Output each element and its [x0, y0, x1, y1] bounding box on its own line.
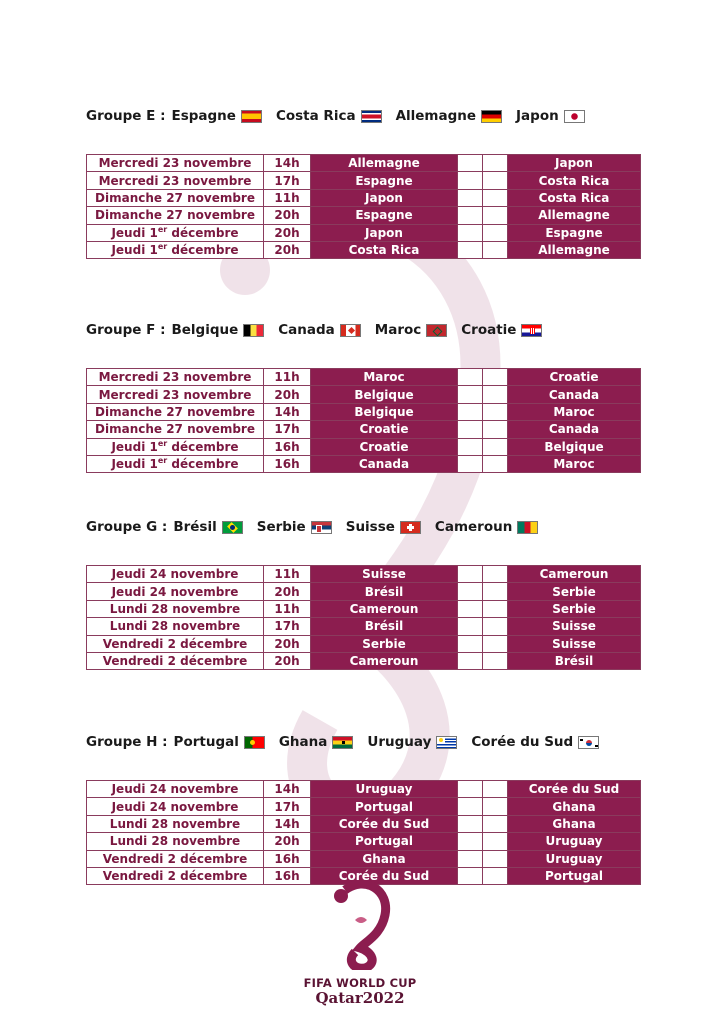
portugal-flag-icon — [244, 736, 265, 749]
spain-flag-icon — [241, 110, 262, 123]
away-team: Croatie — [508, 369, 641, 386]
group-h — [86, 730, 638, 885]
home-team: Brésil — [311, 618, 458, 635]
match-time: 17h — [264, 798, 311, 815]
team-entry — [346, 519, 421, 535]
match-time: 20h — [264, 241, 311, 258]
home-score-box — [458, 781, 483, 798]
home-team: Portugal — [311, 833, 458, 850]
group-header — [86, 104, 638, 128]
match-row — [87, 635, 641, 652]
match-row — [87, 438, 641, 455]
fifa-world-cup-logo — [300, 880, 420, 1010]
match-date — [87, 815, 264, 832]
away-score-box — [483, 566, 508, 583]
match-date — [87, 600, 264, 617]
match-day: Mercredi 23 novembre — [98, 156, 252, 171]
away-team: Canada — [508, 386, 641, 403]
group-f — [86, 318, 638, 473]
match-day: Vendredi 2 décembre — [102, 869, 248, 884]
match-row — [87, 207, 641, 224]
match-time: 16h — [264, 438, 311, 455]
home-team: Brésil — [311, 583, 458, 600]
team-entry — [516, 108, 585, 124]
match-day: Jeudi 24 novembre — [111, 782, 239, 797]
schedule-table — [86, 154, 641, 259]
home-score-box — [458, 815, 483, 832]
away-team: Maroc — [508, 455, 641, 472]
match-date — [87, 850, 264, 867]
away-team: Costa Rica — [508, 189, 641, 206]
match-time: 16h — [264, 867, 311, 884]
team-name: Brésil — [173, 519, 217, 535]
team-name: Serbie — [256, 519, 306, 535]
team-entry — [171, 322, 264, 338]
home-team: Ghana — [311, 850, 458, 867]
home-team: Corée du Sud — [311, 867, 458, 884]
team-name: Uruguay — [367, 734, 432, 750]
home-team: Cameroun — [311, 652, 458, 669]
match-day-suffix: décembre — [167, 243, 239, 258]
costa-rica-flag-icon — [361, 110, 382, 123]
cameroon-flag-icon — [517, 521, 538, 534]
home-score-box — [458, 850, 483, 867]
match-date — [87, 867, 264, 884]
home-team: Belgique — [311, 403, 458, 420]
match-time: 16h — [264, 850, 311, 867]
away-team: Canada — [508, 421, 641, 438]
match-day-sup: er — [157, 456, 168, 466]
home-team: Croatie — [311, 438, 458, 455]
home-score-box — [458, 369, 483, 386]
team-entry — [461, 322, 542, 338]
team-entry — [276, 108, 382, 124]
match-row — [87, 241, 641, 258]
match-row — [87, 172, 641, 189]
match-day-suffix: décembre — [167, 225, 239, 240]
away-score-box — [483, 207, 508, 224]
match-day: Dimanche 27 novembre — [95, 404, 255, 419]
away-team: Ghana — [508, 815, 641, 832]
match-date — [87, 566, 264, 583]
home-team: Croatie — [311, 421, 458, 438]
away-team: Uruguay — [508, 833, 641, 850]
team-entry — [257, 519, 332, 535]
away-team: Uruguay — [508, 850, 641, 867]
team-entry — [174, 734, 265, 750]
away-score-box — [483, 850, 508, 867]
match-row — [87, 566, 641, 583]
match-row — [87, 583, 641, 600]
switzerland-flag-icon — [400, 521, 421, 534]
match-date — [87, 798, 264, 815]
away-team: Japon — [508, 155, 641, 172]
match-date — [87, 635, 264, 652]
away-team: Costa Rica — [508, 172, 641, 189]
team-name: Ghana — [278, 734, 328, 750]
group-title: Groupe H : — [86, 734, 168, 750]
home-score-box — [458, 438, 483, 455]
team-entry — [375, 322, 447, 338]
team-entry — [279, 734, 354, 750]
group-header — [86, 730, 638, 754]
team-name: Allemagne — [395, 108, 477, 124]
match-day-sup: er — [157, 224, 168, 234]
match-day-prefix: Jeudi 1 — [111, 457, 158, 472]
home-team: Costa Rica — [311, 241, 458, 258]
away-score-box — [483, 438, 508, 455]
home-score-box — [458, 455, 483, 472]
schedule-table — [86, 780, 641, 885]
home-score-box — [458, 566, 483, 583]
match-date — [87, 833, 264, 850]
belgium-flag-icon — [243, 324, 264, 337]
group-header — [86, 318, 638, 342]
match-date — [87, 172, 264, 189]
team-name: Portugal — [173, 734, 239, 750]
team-entry — [471, 734, 599, 750]
match-time: 17h — [264, 172, 311, 189]
ghana-flag-icon — [332, 736, 353, 749]
match-time: 14h — [264, 781, 311, 798]
match-row — [87, 652, 641, 669]
away-score-box — [483, 224, 508, 241]
away-score-box — [483, 369, 508, 386]
match-day: Lundi 28 novembre — [109, 619, 241, 634]
home-score-box — [458, 421, 483, 438]
match-row — [87, 369, 641, 386]
away-team: Espagne — [508, 224, 641, 241]
match-time: 20h — [264, 583, 311, 600]
match-time: 20h — [264, 652, 311, 669]
match-day: Mercredi 23 novembre — [98, 173, 252, 188]
match-day: Jeudi 24 novembre — [111, 799, 239, 814]
match-time: 11h — [264, 369, 311, 386]
away-team: Serbie — [508, 583, 641, 600]
match-day-suffix: décembre — [167, 457, 239, 472]
home-team: Cameroun — [311, 600, 458, 617]
home-score-box — [458, 867, 483, 884]
logo-line1: FIFA WORLD CUP — [303, 976, 417, 990]
match-day-prefix: Jeudi 1 — [111, 243, 158, 258]
schedule-table — [86, 368, 641, 473]
home-team: Japon — [311, 224, 458, 241]
group-title: Groupe G : — [86, 519, 168, 535]
match-time: 11h — [264, 600, 311, 617]
match-date — [87, 241, 264, 258]
match-time: 17h — [264, 421, 311, 438]
away-team: Serbie — [508, 600, 641, 617]
match-date — [87, 455, 264, 472]
match-time: 20h — [264, 386, 311, 403]
match-row — [87, 798, 641, 815]
away-score-box — [483, 781, 508, 798]
away-team: Belgique — [508, 438, 641, 455]
team-name: Canada — [278, 322, 335, 338]
team-entry — [278, 322, 361, 338]
world-cup-watermark — [200, 200, 520, 820]
away-score-box — [483, 833, 508, 850]
match-date — [87, 403, 264, 420]
home-score-box — [458, 172, 483, 189]
match-row — [87, 618, 641, 635]
match-day: Mercredi 23 novembre — [98, 370, 252, 385]
match-date — [87, 155, 264, 172]
match-day: Vendredi 2 décembre — [102, 636, 248, 651]
away-score-box — [483, 867, 508, 884]
match-day-prefix: Jeudi 1 — [111, 225, 158, 240]
match-day: Jeudi 24 novembre — [111, 584, 239, 599]
away-team: Suisse — [508, 618, 641, 635]
germany-flag-icon — [481, 110, 502, 123]
home-score-box — [458, 241, 483, 258]
match-row — [87, 815, 641, 832]
team-name: Belgique — [171, 322, 239, 338]
match-day: Vendredi 2 décembre — [102, 851, 248, 866]
away-score-box — [483, 635, 508, 652]
away-score-box — [483, 798, 508, 815]
home-team: Canada — [311, 455, 458, 472]
away-score-box — [483, 618, 508, 635]
team-name: Suisse — [345, 519, 395, 535]
match-time: 14h — [264, 815, 311, 832]
group-title: Groupe E : — [86, 108, 166, 124]
match-day: Vendredi 2 décembre — [102, 654, 248, 669]
match-day: Dimanche 27 novembre — [95, 208, 255, 223]
serbia-flag-icon — [311, 521, 332, 534]
home-team: Allemagne — [311, 155, 458, 172]
croatia-flag-icon — [521, 324, 542, 337]
match-row — [87, 600, 641, 617]
match-time: 17h — [264, 618, 311, 635]
match-row — [87, 421, 641, 438]
home-score-box — [458, 403, 483, 420]
match-day-prefix: Jeudi 1 — [111, 439, 158, 454]
match-date — [87, 207, 264, 224]
away-score-box — [483, 172, 508, 189]
match-date — [87, 369, 264, 386]
group-e — [86, 104, 638, 259]
home-score-box — [458, 798, 483, 815]
team-entry — [435, 519, 538, 535]
schedule-table — [86, 565, 641, 670]
match-date — [87, 386, 264, 403]
away-team: Allemagne — [508, 241, 641, 258]
away-team: Brésil — [508, 652, 641, 669]
away-team: Ghana — [508, 798, 641, 815]
team-entry — [173, 519, 242, 535]
match-time: 20h — [264, 207, 311, 224]
match-day: Lundi 28 novembre — [109, 601, 241, 616]
away-score-box — [483, 652, 508, 669]
match-day-sup: er — [157, 438, 168, 448]
match-date — [87, 224, 264, 241]
team-entry — [367, 734, 457, 750]
home-score-box — [458, 189, 483, 206]
world-cup-emblem-icon — [325, 880, 395, 970]
match-row — [87, 155, 641, 172]
match-row — [87, 386, 641, 403]
match-time: 20h — [264, 833, 311, 850]
home-score-box — [458, 833, 483, 850]
away-score-box — [483, 815, 508, 832]
home-score-box — [458, 635, 483, 652]
match-time: 20h — [264, 635, 311, 652]
match-day-sup: er — [157, 242, 168, 252]
group-g — [86, 515, 638, 670]
japan-flag-icon — [564, 110, 585, 123]
away-team: Corée du Sud — [508, 781, 641, 798]
team-name: Cameroun — [434, 519, 513, 535]
team-name: Corée du Sud — [471, 734, 574, 750]
match-time: 11h — [264, 189, 311, 206]
match-row — [87, 850, 641, 867]
match-date — [87, 583, 264, 600]
match-date — [87, 652, 264, 669]
match-row — [87, 189, 641, 206]
match-date — [87, 438, 264, 455]
match-time: 20h — [264, 224, 311, 241]
match-day: Lundi 28 novembre — [109, 834, 241, 849]
match-time: 14h — [264, 403, 311, 420]
canada-flag-icon — [340, 324, 361, 337]
home-team: Corée du Sud — [311, 815, 458, 832]
home-score-box — [458, 652, 483, 669]
match-date — [87, 421, 264, 438]
match-row — [87, 833, 641, 850]
away-score-box — [483, 155, 508, 172]
away-team: Portugal — [508, 867, 641, 884]
home-score-box — [458, 386, 483, 403]
home-team: Maroc — [311, 369, 458, 386]
south-korea-flag-icon — [578, 736, 599, 749]
team-name: Japon — [516, 108, 559, 124]
uruguay-flag-icon — [436, 736, 457, 749]
home-score-box — [458, 600, 483, 617]
match-date — [87, 781, 264, 798]
away-team: Cameroun — [508, 566, 641, 583]
match-row — [87, 455, 641, 472]
morocco-flag-icon — [426, 324, 447, 337]
group-header — [86, 515, 638, 539]
home-score-box — [458, 224, 483, 241]
match-day: Lundi 28 novembre — [109, 816, 241, 831]
home-team: Portugal — [311, 798, 458, 815]
match-time: 16h — [264, 455, 311, 472]
team-name: Espagne — [171, 108, 236, 124]
home-score-box — [458, 618, 483, 635]
home-team: Suisse — [311, 566, 458, 583]
away-team: Allemagne — [508, 207, 641, 224]
home-team: Uruguay — [311, 781, 458, 798]
home-score-box — [458, 583, 483, 600]
match-date — [87, 618, 264, 635]
home-team: Belgique — [311, 386, 458, 403]
team-entry — [396, 108, 502, 124]
away-score-box — [483, 386, 508, 403]
brazil-flag-icon — [222, 521, 243, 534]
match-day: Dimanche 27 novembre — [95, 190, 255, 205]
home-team: Espagne — [311, 207, 458, 224]
away-score-box — [483, 403, 508, 420]
home-team: Japon — [311, 189, 458, 206]
match-day-suffix: décembre — [167, 439, 239, 454]
match-day: Dimanche 27 novembre — [95, 422, 255, 437]
team-entry — [171, 108, 261, 124]
away-team: Maroc — [508, 403, 641, 420]
away-team: Suisse — [508, 635, 641, 652]
team-name: Costa Rica — [275, 108, 356, 124]
home-score-box — [458, 155, 483, 172]
away-score-box — [483, 455, 508, 472]
match-time: 14h — [264, 155, 311, 172]
home-score-box — [458, 207, 483, 224]
away-score-box — [483, 189, 508, 206]
match-row — [87, 781, 641, 798]
team-name: Croatie — [461, 322, 517, 338]
home-team: Serbie — [311, 635, 458, 652]
home-team: Espagne — [311, 172, 458, 189]
match-day: Mercredi 23 novembre — [98, 387, 252, 402]
group-title: Groupe F : — [86, 322, 166, 338]
match-day: Jeudi 24 novembre — [111, 567, 239, 582]
team-name: Maroc — [374, 322, 422, 338]
match-row — [87, 403, 641, 420]
match-row — [87, 224, 641, 241]
logo-line2: Qatar2022 — [315, 989, 405, 1007]
away-score-box — [483, 241, 508, 258]
match-date — [87, 189, 264, 206]
away-score-box — [483, 600, 508, 617]
match-time: 11h — [264, 566, 311, 583]
away-score-box — [483, 421, 508, 438]
away-score-box — [483, 583, 508, 600]
